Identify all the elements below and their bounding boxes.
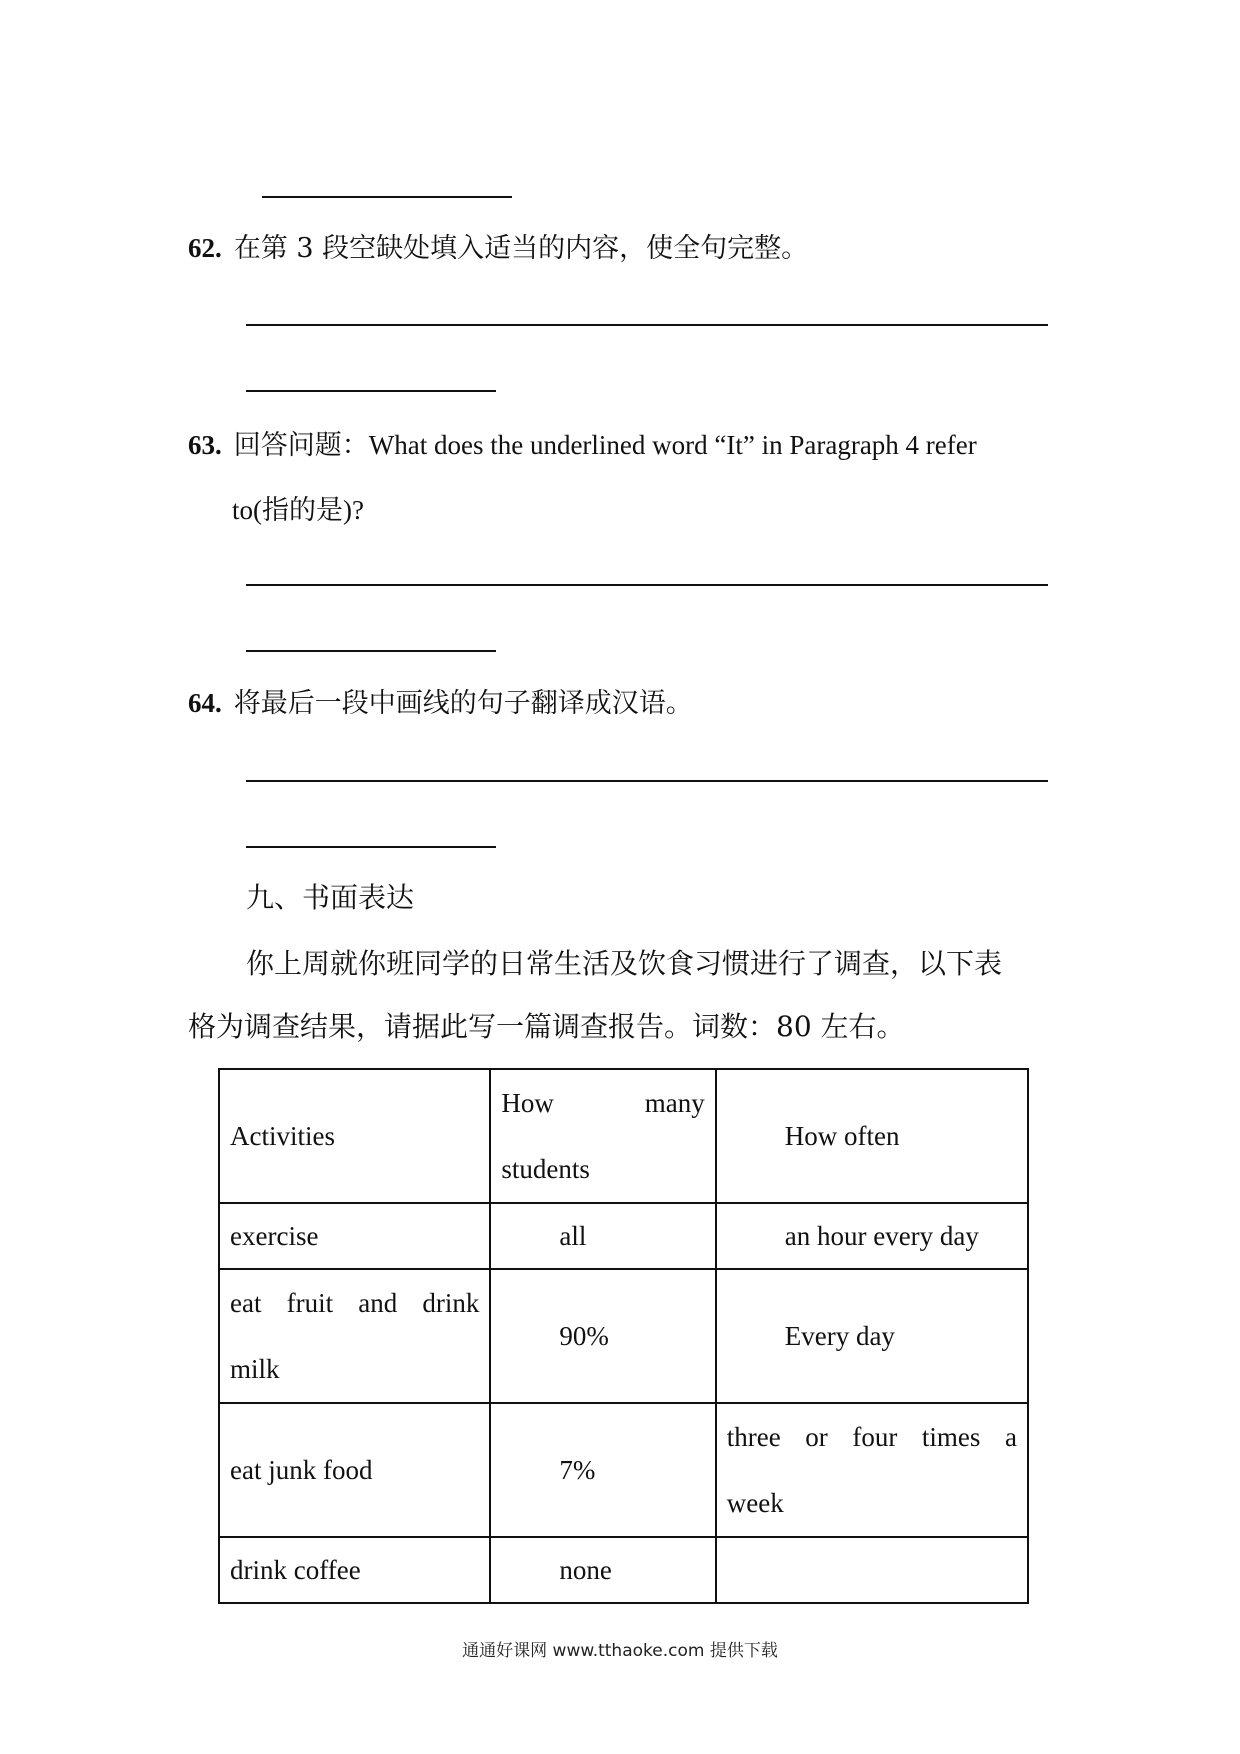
instruction-line-2: 格为调查结果，请据此写一篇调查报告。词数：80 左右。: [188, 1010, 905, 1043]
header-activities: Activities: [219, 1069, 490, 1203]
activity-word: milk: [230, 1354, 280, 1384]
question-62: [188, 232, 808, 265]
answer-line: [246, 584, 1048, 586]
question-63: [188, 429, 977, 462]
table-header-row: [219, 1069, 1028, 1203]
often-word: four: [852, 1422, 898, 1452]
question-63-line2: to(指的是)?: [232, 495, 364, 525]
cell-often: [716, 1537, 1028, 1603]
survey-table: [218, 1068, 1029, 1604]
activity-word: eat: [230, 1288, 262, 1318]
header-word: many: [644, 1088, 705, 1118]
answer-line: [246, 390, 496, 392]
instruction-line-1: 你上周就你班同学的日常生活及饮食习惯进行了调查，以下表: [246, 947, 1003, 980]
cell-students: 90%: [490, 1269, 715, 1403]
question-text: 在第 3 段空缺处填入适当的内容，使全句完整。: [233, 233, 809, 264]
activity-word: fruit: [286, 1288, 334, 1318]
page-footer: 通通好课网 www.tthaoke.com 提供下载: [462, 1641, 778, 1661]
question-number: 63.: [188, 430, 222, 460]
often-word: three: [726, 1422, 781, 1452]
cell-students: none: [490, 1537, 715, 1603]
table-row: [219, 1537, 1028, 1603]
often-word: week: [726, 1488, 784, 1518]
question-64: [188, 687, 693, 720]
cell-activity: exercise: [219, 1203, 490, 1269]
question-number: 64.: [188, 688, 222, 718]
question-text: 将最后一段中画线的句子翻译成汉语。: [233, 688, 693, 719]
question-text-en: What does the underlined word “It” in Paragraph 4 refer: [368, 430, 977, 460]
cell-activity: eat junk food: [219, 1403, 490, 1537]
activity-word: and: [358, 1288, 398, 1318]
answer-line: [246, 846, 496, 848]
cell-often: [716, 1403, 1028, 1537]
table-row: [219, 1203, 1028, 1269]
answer-line: [246, 780, 1048, 782]
header-word: students: [501, 1154, 590, 1184]
cell-activity: drink coffee: [219, 1537, 490, 1603]
cell-students: all: [490, 1203, 715, 1269]
cell-often: Every day: [716, 1269, 1028, 1403]
question-text-cn: 回答问题：: [233, 430, 369, 461]
often-word: or: [805, 1422, 828, 1452]
section-heading: 九、书面表达: [246, 881, 415, 914]
activity-word: drink: [422, 1288, 480, 1318]
header-word: How: [501, 1088, 554, 1118]
answer-line: [246, 324, 1048, 326]
often-word: times: [921, 1422, 981, 1452]
cell-often: an hour every day: [716, 1203, 1028, 1269]
often-word: a: [1005, 1422, 1017, 1452]
cell-students: 7%: [490, 1403, 715, 1537]
table-row: [219, 1269, 1028, 1403]
header-how-often: How often: [716, 1069, 1028, 1203]
header-how-many: [490, 1069, 715, 1203]
question-number: 62.: [188, 233, 222, 263]
answer-line: [246, 650, 496, 652]
cell-activity: [219, 1269, 490, 1403]
answer-line: [262, 196, 512, 198]
table-row: [219, 1403, 1028, 1537]
